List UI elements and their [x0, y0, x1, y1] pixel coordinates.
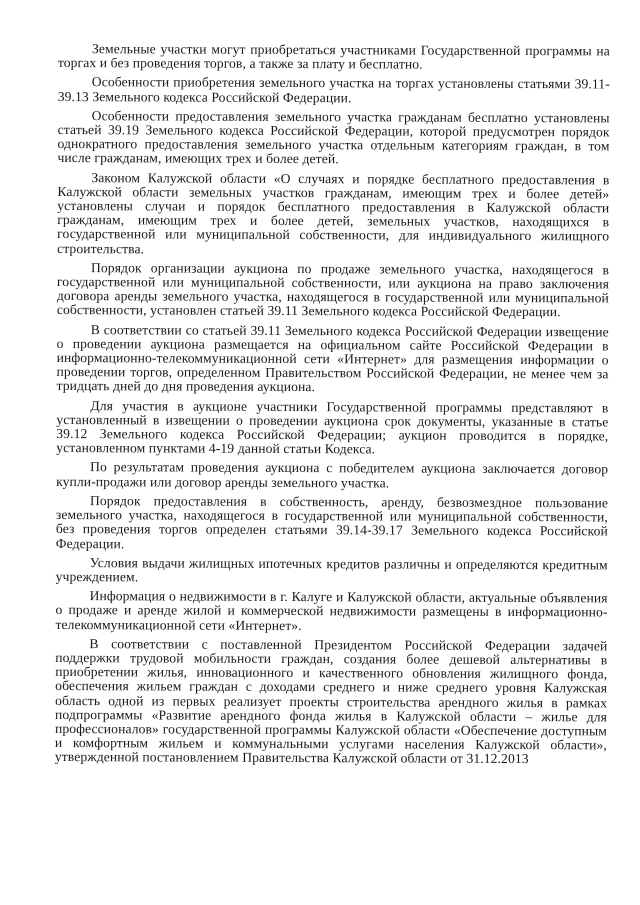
paragraph-auction-acquisition: Особенности приобретения земельного участка на торгах установлены статьями 39.11-39.13 Земельного кодекса Российской Федерации.	[57, 74, 610, 105]
paragraph-auction-notice: В соответствии со статьей 39.11 Земельного кодекса Российской Федерации извещение о проведении аукциона размещается на официальном сайте Российской Федерации в информационно-телекоммуникационной сети «Интернет» для размещения информации о проведении торгов, определенном Правительством Российской Федерации, не менее чем за тридцать дней до дня проведения аукциона.	[56, 321, 609, 395]
paragraph-auction-results: По результатам проведения аукциона с победителем аукциона заключается договор купли-продажи или договор аренды земельного участка.	[56, 459, 609, 491]
paragraph-free-provision: Особенности предоставления земельного участка гражданам бесплатно установлены статьей 39.19 Земельного кодекса Российской Федерации, которой предусмотрен порядок однократного предоставления земельного участка отдельным категориям граждан, в том числе гражданам, имеющих трех и более детей.	[57, 107, 610, 167]
paragraph-provision-without-auction: Порядок предоставления в собственность, аренду, безвозмездное пользование земельного участка, находящегося в государственной или муниципальной собственности, без проведения торгов определен статьями 39.14-39.17 Земельного кодекса Российской Федерации.	[55, 493, 609, 551]
paragraph-auction-participation: Для участия в аукционе участники Государственной программы представляют в установленный в извещении о проведении аукциона срок документы, указанные в статье 39.12 Земельного кодекса Российской Федерации; аукцион проводится в порядке, установленном пунктами 4-19 данной статьи Кодекса.	[56, 397, 609, 457]
paragraph-rental-housing: В соответствии с поставленной Президентом Российской Федерации задачей поддержки трудовой мобильности граждан, создания более дешевой альтернативы в приобретении жилья, инновационного и качественного обновления жилищного фонда, обеспечения жильем граждан с доходами среднего и ниже среднего уровня Калужская область одной из первых реализует проекты строительства арендного жилья в рамках подпрограммы «Развитие арендного фонда жилья в Калужской области – жилье для профессионалов» государственной программы Калужской области «Обеспечение доступным и комфортным жильем и коммунальными услугами населения Калужской области», утвержденной постановлением Правительства Калужской области от 31.12.2013	[54, 635, 608, 767]
paragraph-land-acquisition: Земельные участки могут приобретаться участниками Государственной программы на торгах и без проведения торгов, а также за плату и бесплатно.	[57, 41, 610, 72]
paragraph-mortgage-conditions: Условия выдачи жилищных ипотечных кредитов различны и определяются кредитным учреждением.	[55, 554, 608, 585]
document-page	[54, 42, 610, 894]
paragraph-auction-organization: Порядок организации аукциона по продаже земельного участка, находящегося в государственной или муниципальной собственности, или аукциона на право заключения договора аренды земельного участка, находящегося в государственной или муниципальной собственности, установлен статьей 39.11 Земельного кодекса Российской Федерации.	[56, 259, 610, 320]
paragraph-real-estate-info: Информация о недвижимости в г. Калуге и Калужской области, актуальные объявления о продаже и аренде жилой и коммерческой недвижимости размещены в информационно-телекоммуникационной сети «Интернет».	[55, 588, 608, 633]
paragraph-kaluga-law: Законом Калужской области «О случаях и порядке бесплатного предоставления в Калужской области земельных участков гражданам, имеющим трех и более детей» установлены случаи и порядок бесплатного предоставления в Калужской области гражданам, имеющим трех и более детей, земельных участков, находящихся в государственной или муниципальной собственности, для индивидуального жилищного строительства.	[57, 169, 610, 257]
